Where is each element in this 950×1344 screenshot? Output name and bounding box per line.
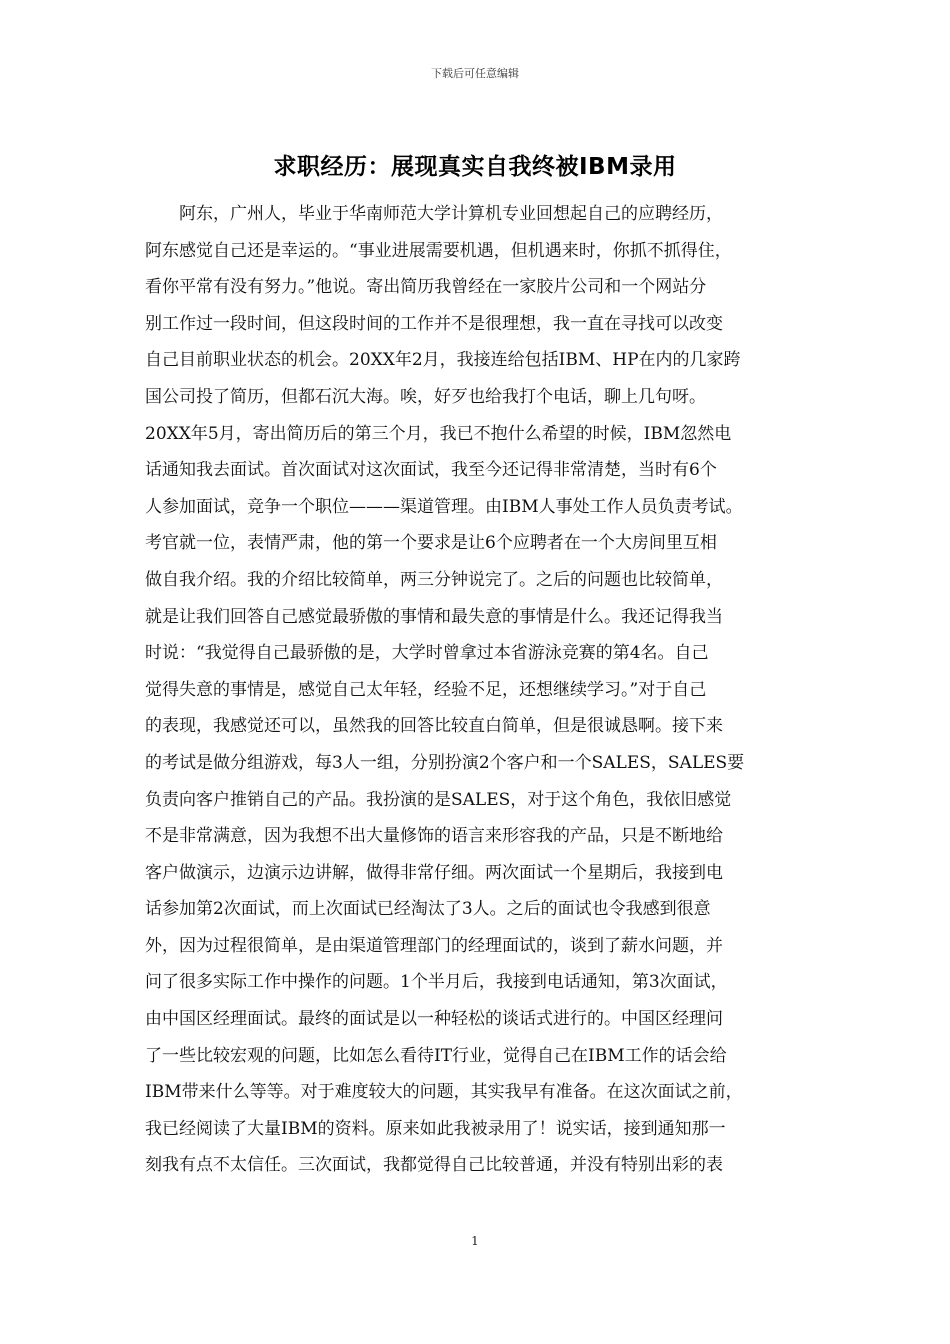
body-line: 就是让我们回答自己感觉最骄傲的事情和最失意的事情是什么。我还记得我当 [145,606,723,627]
body-line: 觉得失意的事情是，感觉自己太年轻，经验不足，还想继续学习。”对于自己 [145,679,707,700]
document-title: 求职经历：展现真实自我终被IBM录用 [273,154,677,180]
body-line: 客户做演示，边演示边讲解，做得非常仔细。两次面试一个星期后，我接到电 [145,862,723,883]
body-line: 刻我有点不太信任。三次面试，我都觉得自己比较普通，并没有特别出彩的表 [145,1155,723,1176]
header-note: 下载后可任意编辑 [431,67,519,80]
body-line: 外，因为过程很简单，是由渠道管理部门的经理面试的，谈到了薪水问题，并 [145,935,723,956]
body-line: 时说：“我觉得自己最骄傲的是，大学时曾拿过本省游泳竞赛的第4名。自己 [145,643,709,664]
body-line: 话通知我去面试。首次面试对这次面试，我至今还记得非常清楚，当时有6个 [145,460,717,481]
body-line: 人参加面试，竞争一个职位———渠道管理。由IBM人事处工作人员负责考试。 [145,496,743,517]
body-paragraph [145,196,807,1184]
body-line: 阿东感觉自己还是幸运的。“事业进展需要机遇，但机遇来时，你抓不抓得住， [145,240,732,261]
body-line: 做自我介绍。我的介绍比较简单，两三分钟说完了。之后的问题也比较简单， [145,569,723,590]
body-line: 了一些比较宏观的问题，比如怎么看待IT行业，觉得自己在IBM工作的话会给 [145,1045,727,1066]
body-line: 的表现，我感觉还可以，虽然我的回答比较直白简单，但是很诚恳啊。接下来 [145,716,723,737]
body-line: 20XX年5月，寄出简历后的第三个月，我已不抱什么希望的时候，IBM忽然电 [145,423,732,444]
body-line: 不是非常满意，因为我想不出大量修饰的语言来形容我的产品，只是不断地给 [145,826,723,847]
body-line: 看你平常有没有努力。”他说。寄出简历我曾经在一家胶片公司和一个网站分 [145,277,707,298]
body-line: 由中国区经理面试。最终的面试是以一种轻松的谈话式进行的。中国区经理问 [145,1009,723,1030]
body-line: 别工作过一段时间，但这段时间的工作并不是很理想，我一直在寻找可以改变 [145,313,723,334]
body-line: 国公司投了简历，但都石沉大海。唉，好歹也给我打个电话，聊上几句呀。 [145,386,706,407]
body-line: 阿东，广州人，毕业于华南师范大学计算机专业回想起自己的应聘经历， [145,204,723,224]
body-line: 自己目前职业状态的机会。20XX年2月，我接连给包括IBM、HP在内的几家跨 [145,350,741,371]
body-line: IBM带来什么等等。对于难度较大的问题，其实我早有准备。在这次面试之前， [145,1082,743,1103]
body-line: 话参加第2次面试，而上次面试已经淘汰了3人。之后的面试也令我感到很意 [145,899,711,920]
body-line: 考官就一位，表情严肃，他的第一个要求是让6个应聘者在一个大房间里互相 [145,533,717,554]
body-line: 问了很多实际工作中操作的问题。1个半月后，我接到电话通知，第3次面试， [145,972,728,993]
body-line: 负责向客户推销自己的产品。我扮演的是SALES，对于这个角色，我依旧感觉 [145,789,732,810]
page-number: 1 [471,1234,479,1248]
body-line: 我已经阅读了大量IBM的资料。原来如此我被录用了！说实话，接到通知那一 [145,1118,726,1139]
body-line: 的考试是做分组游戏，每3人一组，分别扮演2个客户和一个SALES，SALES要 [145,752,745,773]
